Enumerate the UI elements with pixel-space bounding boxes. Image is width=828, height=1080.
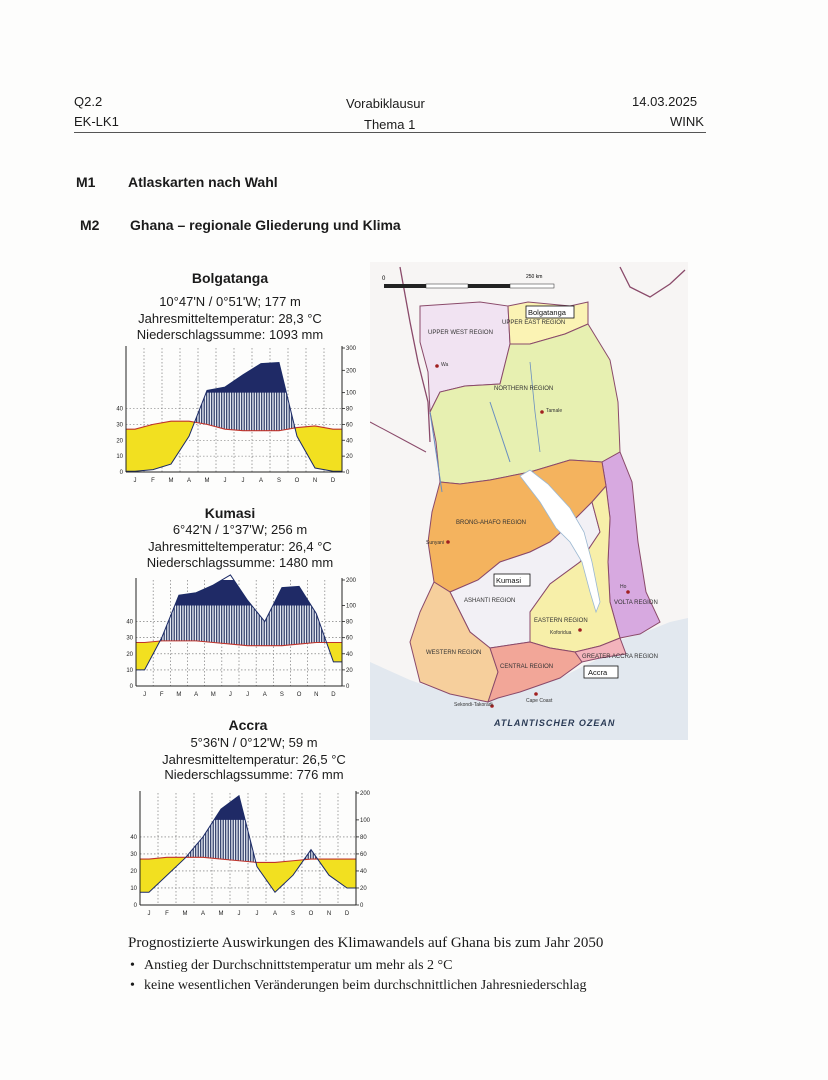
region-label-greater-accra: GREATER ACCRA REGION bbox=[582, 654, 658, 660]
region-label-volta: VOLTA REGION bbox=[614, 600, 658, 606]
region-label-upper-east: UPPER EAST REGION bbox=[502, 320, 566, 326]
precipitation-tick-label: 40 bbox=[346, 651, 353, 658]
course-code: Q2.2 bbox=[74, 94, 103, 109]
month-label: J bbox=[237, 911, 241, 917]
map-scale-bar bbox=[384, 284, 554, 288]
temperature-tick-label: 30 bbox=[126, 635, 133, 642]
month-label: J bbox=[133, 478, 137, 484]
month-label: N bbox=[326, 911, 332, 917]
month-label: D bbox=[344, 911, 350, 917]
month-label: S bbox=[276, 478, 282, 484]
prognosis-item: • Anstieg der Durchschnittstemperatur um mehr als 2 °C bbox=[130, 958, 453, 973]
precipitation-tick-label: 0 bbox=[346, 684, 350, 690]
material-title-m1: Atlaskarten nach Wahl bbox=[128, 174, 278, 190]
precipitation-tick-label: 40 bbox=[360, 868, 367, 875]
precipitation-tick-label: 20 bbox=[346, 454, 353, 461]
temperature-tick-label: 40 bbox=[126, 619, 133, 626]
temperature-tick-label: 20 bbox=[126, 651, 133, 658]
climate-chart-bolgatanga bbox=[108, 342, 368, 488]
month-label: J bbox=[228, 692, 232, 698]
boxed-city-kumasi: Kumasi bbox=[496, 576, 522, 585]
month-label: A bbox=[258, 478, 264, 484]
temperature-tick-label: 0 bbox=[119, 470, 123, 476]
month-label: M bbox=[218, 911, 224, 917]
month-label: S bbox=[290, 911, 296, 917]
chart-coords: 5°36'N / 0°12'W; 59 m bbox=[190, 735, 318, 750]
month-label: O bbox=[308, 911, 314, 917]
chart-mean-temp: Jahresmitteltemperatur: 26,4 °C bbox=[148, 539, 332, 554]
month-label: N bbox=[314, 692, 319, 698]
precipitation-tick-label: 300 bbox=[346, 346, 357, 352]
scale-end: 250 km bbox=[526, 274, 543, 280]
city-sunyani: Sunyani bbox=[426, 540, 445, 546]
month-label: M bbox=[168, 478, 174, 484]
chart-coords: 6°42'N / 1°37'W; 256 m bbox=[172, 522, 308, 537]
chart-coords: 10°47'N / 0°51'W; 177 m bbox=[159, 294, 301, 309]
precipitation-tick-label: 80 bbox=[346, 406, 353, 413]
city-dot-cape-coast bbox=[534, 692, 538, 696]
precipitation-tick-label: 200 bbox=[360, 791, 371, 797]
prognosis-item: • keine wesentlichen Veränderungen beim durchschnittlichen Jahresniederschlag bbox=[130, 978, 587, 993]
material-id-m1: M1 bbox=[76, 174, 96, 190]
precipitation-tick-label: 200 bbox=[346, 368, 357, 375]
month-label: F bbox=[165, 911, 169, 917]
climate-chart-accra bbox=[122, 787, 382, 921]
month-label: J bbox=[255, 911, 259, 917]
exam-topic: Thema 1 bbox=[364, 117, 416, 132]
month-label: J bbox=[246, 692, 250, 698]
month-label: A bbox=[186, 478, 192, 484]
city-dot-ho bbox=[626, 590, 630, 594]
month-label: D bbox=[331, 692, 336, 698]
month-label: F bbox=[151, 478, 155, 484]
precipitation-tick-label: 20 bbox=[360, 885, 367, 892]
boxed-city-bolgatanga: Bolgatanga bbox=[528, 308, 566, 317]
scale-start: 0 bbox=[382, 276, 386, 282]
course-group: EK-LK1 bbox=[74, 114, 119, 129]
month-label: A bbox=[200, 911, 206, 917]
precipitation-tick-label: 100 bbox=[346, 603, 357, 610]
region-label-eastern: EASTERN REGION bbox=[534, 618, 588, 624]
chart-title: Bolgatanga bbox=[191, 270, 269, 286]
precipitation-tick-label: 80 bbox=[360, 834, 367, 841]
temperature-tick-label: 0 bbox=[133, 903, 137, 909]
month-label: N bbox=[312, 478, 318, 484]
city-sekondi-takoradi: Sekondi-Takoradi bbox=[454, 702, 493, 708]
precipitation-tick-label: 0 bbox=[360, 903, 364, 909]
chart-title: Kumasi bbox=[204, 505, 256, 521]
precipitation-tick-label: 60 bbox=[346, 422, 353, 429]
city-ho: Ho bbox=[620, 584, 627, 590]
month-label: A bbox=[262, 692, 267, 698]
temperature-tick-label: 30 bbox=[116, 422, 123, 429]
temperature-tick-label: 30 bbox=[130, 851, 137, 858]
city-tamale: Tamale bbox=[546, 408, 563, 414]
region-label-northern: NORTHERN REGION bbox=[494, 386, 554, 392]
temperature-tick-label: 10 bbox=[130, 885, 137, 892]
precipitation-tick-label: 200 bbox=[346, 578, 357, 584]
city-dot-wa bbox=[435, 364, 439, 368]
header-rule bbox=[74, 132, 706, 133]
chart-precip-sum: Niederschlagssumme: 1480 mm bbox=[146, 555, 334, 570]
precipitation-tick-label: 60 bbox=[346, 635, 353, 642]
region-label-brong-ahafo: BRONG-AHAFO REGION bbox=[456, 520, 527, 526]
teacher-code: WINK bbox=[670, 114, 704, 129]
temperature-tick-label: 40 bbox=[130, 834, 137, 841]
city-koforidua: Koforidua bbox=[550, 630, 572, 636]
chart-title: Accra bbox=[228, 717, 268, 733]
month-label: D bbox=[330, 478, 336, 484]
material-title-m2: Ghana – regionale Gliederung und Klima bbox=[130, 217, 401, 233]
month-label: J bbox=[241, 478, 245, 484]
month-label: M bbox=[176, 692, 182, 698]
exam-title: Vorabiklausur bbox=[346, 96, 425, 111]
chart-precip-sum: Niederschlagssumme: 1093 mm bbox=[136, 327, 324, 342]
month-label: S bbox=[279, 692, 284, 698]
material-id-m2: M2 bbox=[80, 217, 100, 233]
precipitation-tick-label: 100 bbox=[360, 817, 371, 824]
climate-chart-kumasi bbox=[118, 574, 368, 702]
month-label: O bbox=[294, 478, 300, 484]
month-label: O bbox=[296, 692, 302, 698]
temperature-tick-label: 20 bbox=[130, 868, 137, 875]
temperature-tick-label: 20 bbox=[116, 438, 123, 445]
region-label-central: CENTRAL REGION bbox=[500, 664, 554, 670]
precipitation-tick-label: 100 bbox=[346, 390, 357, 397]
exam-date: 14.03.2025 bbox=[632, 94, 698, 109]
month-label: J bbox=[143, 692, 147, 698]
month-label: M bbox=[204, 478, 210, 484]
month-label: M bbox=[210, 692, 216, 698]
region-label-upper-west: UPPER WEST REGION bbox=[428, 330, 493, 336]
month-label: A bbox=[194, 692, 199, 698]
chart-mean-temp: Jahresmitteltemperatur: 28,3 °C bbox=[138, 311, 322, 326]
temperature-tick-label: 10 bbox=[126, 667, 133, 674]
region-label-western: WESTERN REGION bbox=[426, 650, 482, 656]
region-label-ashanti: ASHANTI REGION bbox=[464, 598, 516, 604]
city-wa: Wa bbox=[441, 362, 449, 368]
precipitation-tick-label: 0 bbox=[346, 470, 350, 476]
precipitation-tick-label: 60 bbox=[360, 851, 367, 858]
month-label: F bbox=[159, 692, 164, 698]
prognosis-title: Prognostizierte Auswirkungen des Klimawandels auf Ghana bis zum Jahr 2050 bbox=[128, 935, 604, 951]
chart-precip-sum: Niederschlagssumme: 776 mm bbox=[164, 767, 344, 782]
city-cape-coast: Cape Coast bbox=[526, 698, 553, 704]
city-dot-sunyani bbox=[446, 540, 450, 544]
boxed-city-accra: Accra bbox=[588, 668, 608, 677]
city-dot-tamale bbox=[540, 410, 544, 414]
precipitation-tick-label: 20 bbox=[346, 667, 353, 674]
precipitation-tick-label: 80 bbox=[346, 619, 353, 626]
ocean-label: ATLANTISCHER OZEAN bbox=[494, 718, 616, 728]
month-label: J bbox=[223, 478, 227, 484]
chart-mean-temp: Jahresmitteltemperatur: 26,5 °C bbox=[162, 752, 346, 767]
month-label: M bbox=[182, 911, 188, 917]
temperature-tick-label: 0 bbox=[129, 684, 133, 690]
precipitation-tick-label: 40 bbox=[346, 438, 353, 445]
temperature-tick-label: 40 bbox=[116, 406, 123, 413]
month-label: A bbox=[272, 911, 278, 917]
city-dot-koforidua bbox=[578, 628, 582, 632]
temperature-tick-label: 10 bbox=[116, 454, 123, 461]
month-label: J bbox=[147, 911, 151, 917]
ghana-region-map bbox=[370, 262, 688, 740]
